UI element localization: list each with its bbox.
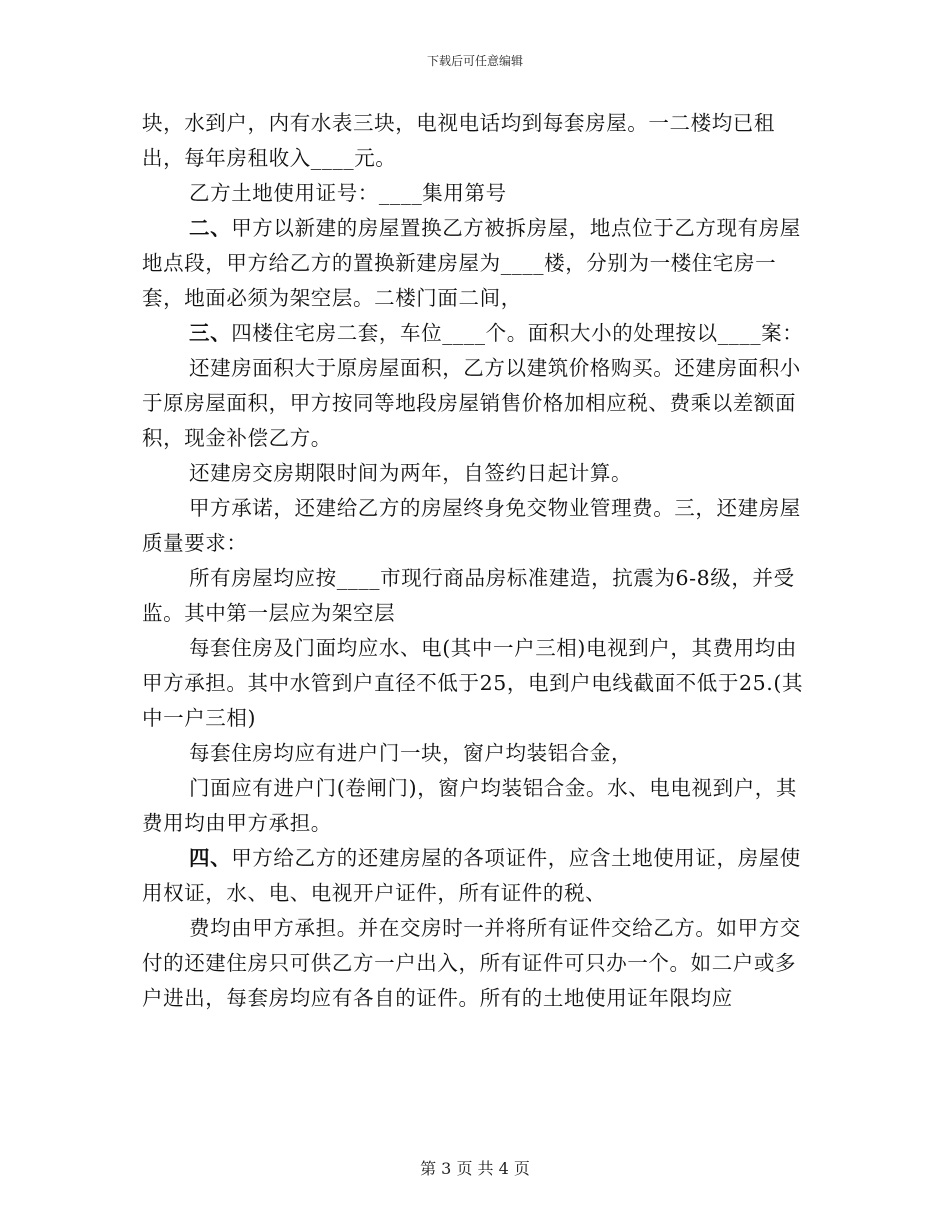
paragraph-6: 还建房交房期限时间为两年，自签约日起计算。: [189, 461, 633, 485]
paragraph-12: 四、甲方给乙方的还建房屋的各项证件，应含土地使用证，房屋使用权证，水、电、电视开户证件，所有证件的税、: [142, 846, 801, 905]
paragraph-11: 门面应有进户门(卷闸门)，窗户均装铝合金。水、电电视到户，其费用均由甲方承担。: [142, 776, 797, 835]
paragraph-2: 乙方土地使用证号：____集用第号: [189, 181, 507, 205]
page-footer: 第 3 页 共 4 页: [420, 1159, 530, 1178]
paragraph-9: 每套住房及门面均应水、电(其中一户三相)电视到户，其费用均由甲方承担。其中水管到户直径不低于25，电到户电线截面不低于25.(其中一户三相): [142, 636, 804, 730]
paragraph-8: 所有房屋均应按____市现行商品房标准建造，抗震为6-8级，并受监。其中第一层应为架空层: [142, 566, 795, 625]
paragraph-1: 块，水到户，内有水表三块，电视电话均到每套房屋。一二楼均已租出，每年房租收入____元。: [142, 111, 775, 170]
paragraph-7: 甲方承诺，还建给乙方的房屋终身免交物业管理费。三，还建房屋质量要求：: [142, 496, 801, 555]
document-body: [142, 106, 808, 1016]
paragraph-13: 费均由甲方承担。并在交房时一并将所有证件交给乙方。如甲方交付的还建住房只可供乙方一户出入，所有证件可只办一个。如二户或多户进出，每套房均应有各自的证件。所有的土地使用证年限均应: [142, 916, 801, 1010]
page-header: 下载后可任意编辑: [426, 54, 523, 68]
paragraph-5: 还建房面积大于原房屋面积，乙方以建筑价格购买。还建房面积小于原房屋面积，甲方按同等地段房屋销售价格加相应税、费乘以差额面积，现金补偿乙方。: [142, 356, 801, 450]
paragraph-3: 二、甲方以新建的房屋置换乙方被拆房屋，地点位于乙方现有房屋地点段，甲方给乙方的置换新建房屋为____楼，分别为一楼住宅房一套，地面必须为架空层。二楼门面二间，: [142, 216, 801, 310]
paragraph-10: 每套住房均应有进户门一块，窗户均装铝合金，: [189, 741, 633, 765]
paragraph-4: 三、四楼住宅房二套，车位____个。面积大小的处理按以____案：: [189, 321, 804, 345]
